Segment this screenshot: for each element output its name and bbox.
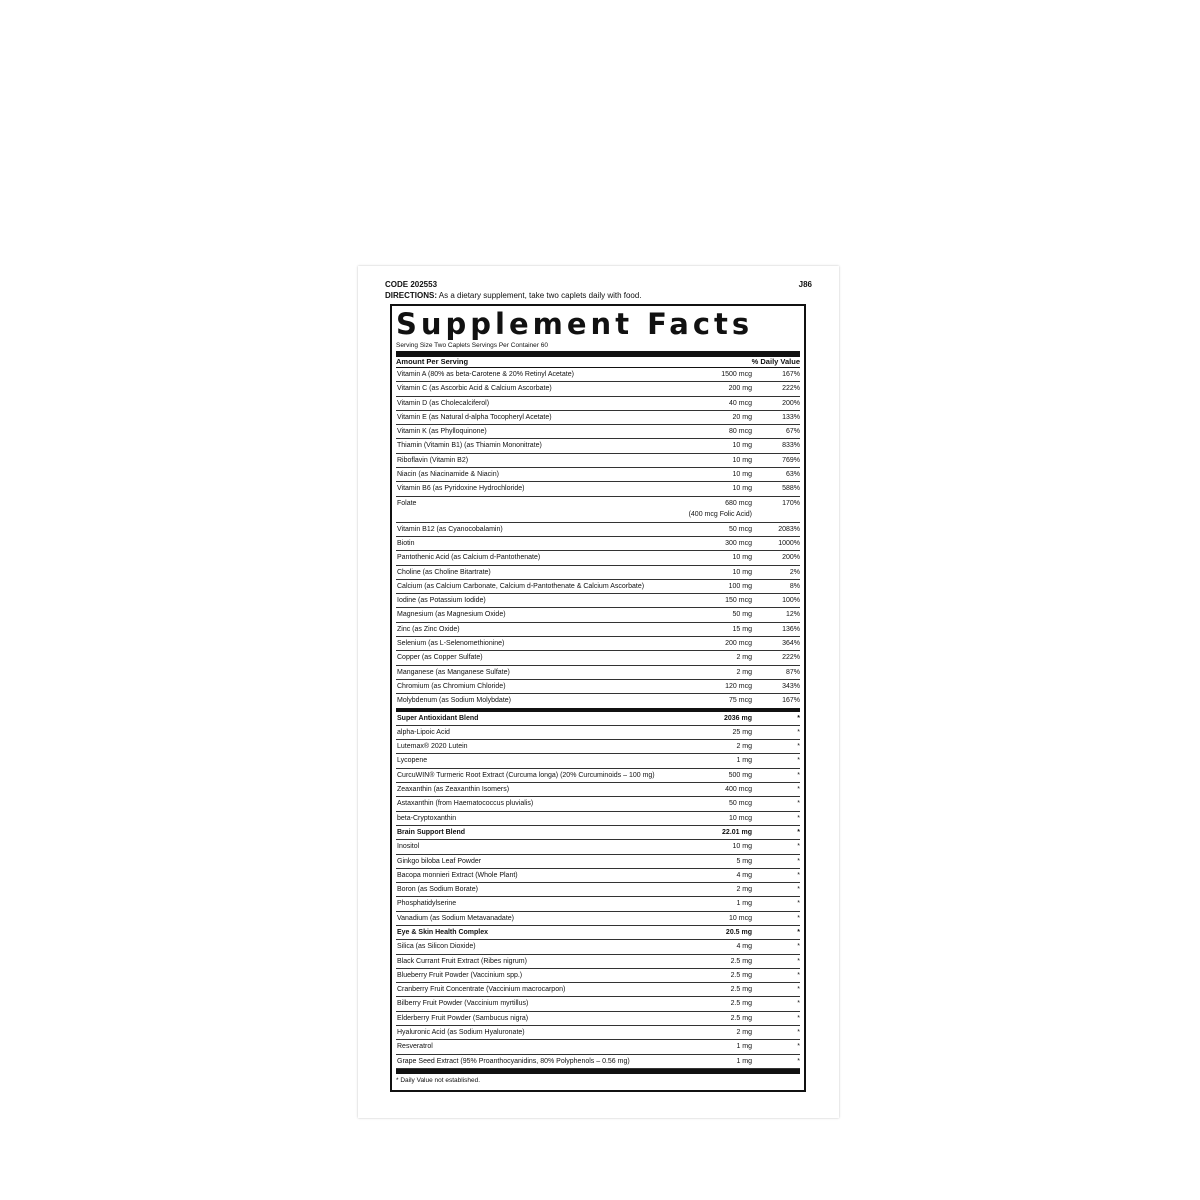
nutrient-daily-value: 364% [782,640,800,648]
nutrient-daily-value: 87% [785,668,800,676]
nutrient-daily-value: 1000% [778,539,800,547]
nutrient-amount: 2 mg [736,1029,752,1037]
table-row [396,983,800,997]
nutrient-daily-value: * [797,1057,800,1065]
table-row [396,969,800,983]
nutrient-daily-value: 833% [782,442,800,450]
nutrient-amount: 2.5 mg [730,971,752,979]
table-row [396,926,800,940]
nutrient-name: Super Antioxidant Blend [397,714,479,722]
nutrient-name: Bilberry Fruit Powder (Vaccinium myrtillus) [397,1000,529,1008]
table-row [396,740,800,754]
nutrient-name: Iodine (as Potassium Iodide) [397,597,486,605]
nutrient-amount: 10 mg [732,554,752,562]
nutrient-amount: 50 mcg [729,525,752,533]
column-headers [396,357,800,368]
nutrient-daily-value: * [797,1043,800,1051]
nutrient-name: Zinc (as Zinc Oxide) [397,625,460,633]
nutrient-amount: 1 mg [736,900,752,908]
directions-text: As a dietary supplement, take two caplets daily with food. [438,291,642,300]
nutrient-amount: 400 mcg [725,786,752,794]
nutrient-amount: 2.5 mg [730,1014,752,1022]
table-row [396,694,800,711]
table-row [396,855,800,869]
nutrient-amount: 10 mg [732,442,752,450]
nutrient-daily-value: * [797,871,800,879]
table-row [396,497,800,523]
nutrient-name: Ginkgo biloba Leaf Powder [397,857,482,865]
table-row [396,797,800,811]
table-row [396,1012,800,1026]
nutrient-name: Pantothenic Acid (as Calcium d-Pantothenate) [397,554,541,562]
nutrient-name: Black Currant Fruit Extract (Ribes nigrum) [397,957,527,965]
table-row [396,955,800,969]
nutrient-amount: 80 mcg [729,428,752,436]
nutrient-name: Lutemax® 2020 Lutein [397,743,468,751]
nutrient-daily-value: * [797,886,800,894]
nutrient-amount: 50 mg [732,611,752,619]
nutrient-daily-value: 170% [782,499,800,507]
facts-title: Supplement Facts [396,307,754,341]
nutrient-daily-value: * [797,800,800,808]
table-row [396,812,800,826]
nutrient-name: Blueberry Fruit Powder (Vaccinium spp.) [397,971,523,979]
nutrient-amount: 22.01 mg [722,828,752,836]
nutrient-amount: 120 mcg [725,682,752,690]
nutrient-name: Selenium (as L-Selenomethionine) [397,640,505,648]
nutrient-daily-value: * [797,928,800,936]
nutrient-daily-value: * [797,786,800,794]
blend-list [396,712,800,1069]
table-row [396,580,800,594]
nutrient-name: Magnesium (as Magnesium Oxide) [397,611,506,619]
nutrient-name: Chromium (as Chromium Chloride) [397,682,506,690]
nutrient-daily-value: 769% [782,456,800,464]
table-row [396,869,800,883]
nutrient-daily-value: * [797,900,800,908]
nutrient-daily-value: 2% [789,568,800,576]
amount-per-serving-header: Amount Per Serving [396,357,469,366]
nutrient-amount: 1500 mcg [721,371,752,378]
nutrient-amount: 10 mg [732,485,752,493]
nutrient-daily-value: * [797,986,800,994]
table-row [396,783,800,797]
table-row [396,425,800,439]
table-row [396,594,800,608]
nutrient-daily-value: * [797,714,800,722]
nutrient-amount: 10 mg [732,456,752,464]
nutrient-name: Boron (as Sodium Borate) [397,886,478,894]
nutrient-daily-value: 136% [782,625,800,633]
nutrient-amount: 2 mg [736,668,752,676]
nutrient-name: Zeaxanthin (as Zeaxanthin Isomers) [397,786,510,794]
table-row [396,454,800,468]
table-row [396,551,800,565]
nutrient-amount: 4 mg [736,943,752,951]
table-row [396,382,800,396]
nutrient-amount: 2.5 mg [730,1000,752,1008]
footnote: * Daily Value not established. [396,1076,481,1084]
daily-value-header: % Daily Value [751,357,800,366]
nutrient-daily-value: 8% [789,582,800,590]
table-row [396,651,800,665]
nutrient-amount: 10 mcg [729,814,752,822]
nutrient-daily-value: 588% [782,485,800,493]
nutrient-daily-value: * [797,814,800,822]
nutrient-amount: 50 mcg [729,800,752,808]
nutrient-amount: 75 mcg [729,697,752,705]
nutrient-name: Phosphatidylserine [397,900,457,908]
serving-info: Serving Size Two Caplets Servings Per Container 60 [396,341,800,357]
nutrient-name: Bacopa monnieri Extract (Whole Plant) [397,871,518,879]
nutrient-amount: 20 mg [732,413,752,421]
facts-panel [390,304,806,1092]
nutrient-daily-value: * [797,943,800,951]
nutrient-daily-value: * [797,771,800,779]
nutrient-daily-value: * [797,728,800,736]
nutrient-amount: 1 mg [736,1043,752,1051]
table-row [396,537,800,551]
nutrient-daily-value: * [797,914,800,922]
nutrient-daily-value: * [797,1000,800,1008]
nutrient-name: Copper (as Copper Sulfate) [397,654,483,662]
nutrient-daily-value: 200% [782,399,800,407]
nutrient-daily-value: * [797,1014,800,1022]
nutrient-name: CurcuWIN® Turmeric Root Extract (Curcuma longa) (20% Curcuminoids – 100 mg) [397,771,655,779]
table-row [396,566,800,580]
nutrient-daily-value: * [797,843,800,851]
nutrient-amount: 2.5 mg [730,986,752,994]
table-row [396,912,800,926]
nutrient-daily-value: 2083% [778,525,800,533]
nutrient-daily-value: 343% [782,682,800,690]
nutrient-name: Niacin (as Niacinamide & Niacin) [397,471,499,479]
nutrient-name: Vitamin B6 (as Pyridoxine Hydrochloride) [397,485,525,493]
nutrient-daily-value: * [797,957,800,965]
nutrient-daily-value: 67% [785,428,800,436]
label-header [385,280,812,290]
table-row [396,754,800,768]
nutrient-name: Vitamin K (as Phylloquinone) [397,428,487,436]
nutrient-daily-value: * [797,1029,800,1037]
nutrient-name: Grape Seed Extract (95% Proanthocyanidins, 80% Polyphenols – 0.56 mg) [397,1057,630,1065]
nutrient-amount: 100 mg [728,582,752,590]
nutrient-daily-value: * [797,857,800,865]
nutrient-name: Vitamin A (80% as beta-Carotene & 20% Retinyl Acetate) [397,371,574,378]
nutrient-daily-value: 222% [782,654,800,662]
table-row [396,608,800,622]
nutrient-daily-value: 200% [782,554,800,562]
table-row [396,411,800,425]
nutrient-amount: 25 mg [732,728,752,736]
nutrient-name: Elderberry Fruit Powder (Sambucus nigra) [397,1014,529,1022]
nutrient-amount: 10 mg [732,843,752,851]
nutrient-name: Astaxanthin (from Haematococcus pluvialis) [397,800,534,808]
table-row [396,482,800,496]
nutrient-daily-value: 167% [782,697,800,705]
nutrient-amount: 2 mg [736,743,752,751]
table-row [396,637,800,651]
supplement-label [358,266,839,1118]
nutrient-amount: 2.5 mg [730,957,752,965]
nutrient-name: Eye & Skin Health Complex [397,928,489,936]
nutrient-amount: 40 mcg [729,399,752,407]
directions-label: DIRECTIONS: [385,291,437,300]
nutrient-name: Riboflavin (Vitamin B2) [397,456,469,464]
nutrient-amount: 4 mg [736,871,752,879]
nutrient-amount [682,498,756,520]
table-row [396,468,800,482]
table-row [396,826,800,840]
nutrient-name: Molybdenum (as Sodium Molybdate) [397,697,511,705]
table-row [396,883,800,897]
nutrient-amount: 15 mg [732,625,752,633]
table-row [396,439,800,453]
right-code: J86 [798,280,812,289]
nutrient-name: Resveratrol [397,1043,433,1051]
table-row [396,397,800,411]
product-code: CODE 202553 [385,280,438,289]
nutrient-daily-value: 100% [782,597,800,605]
table-row [396,840,800,854]
nutrient-daily-value: * [797,743,800,751]
nutrient-name: Manganese (as Manganese Sulfate) [397,668,510,676]
table-row [396,712,800,726]
nutrient-daily-value: 63% [785,471,800,479]
nutrient-amount-primary: 680 mcg [725,499,752,507]
table-row [396,1026,800,1040]
table-row [396,523,800,537]
nutrient-amount: 10 mcg [729,914,752,922]
nutrient-amount: 2 mg [736,654,752,662]
nutrient-name: Brain Support Blend [397,828,466,836]
table-row [396,897,800,911]
table-row [396,769,800,783]
nutrient-amount: 150 mcg [725,597,752,605]
nutrient-name: alpha-Lipoic Acid [397,728,450,736]
table-row [396,1040,800,1054]
nutrient-amount: 300 mcg [725,539,752,547]
nutrient-amount: 10 mg [732,568,752,576]
table-row [396,997,800,1011]
nutrient-name: Thiamin (Vitamin B1) (as Thiamin Mononitrate) [397,442,542,450]
nutrient-name: Choline (as Choline Bitartrate) [397,568,491,576]
nutrient-daily-value: * [797,971,800,979]
table-row [396,726,800,740]
nutrient-amount: 2036 mg [723,714,752,722]
nutrient-name: Biotin [397,539,415,547]
nutrient-daily-value: * [797,757,800,765]
nutrient-name: Hyaluronic Acid (as Sodium Hyaluronate) [397,1029,525,1037]
nutrient-amount: 20.5 mg [725,928,752,936]
nutrient-amount: 1 mg [736,757,752,765]
nutrient-amount: 2 mg [736,886,752,894]
nutrient-name: Vitamin C (as Ascorbic Acid & Calcium Ascorbate) [397,385,552,393]
nutrient-amount: 10 mg [732,471,752,479]
nutrient-name: Vitamin B12 (as Cyanocobalamin) [397,525,503,533]
nutrient-daily-value: * [797,828,800,836]
nutrient-name: Cranberry Fruit Concentrate (Vaccinium macrocarpon) [397,986,566,994]
nutrient-daily-value: 167% [782,371,800,378]
nutrient-name: Vitamin D (as Cholecalciferol) [397,399,490,407]
nutrient-name: Lycopene [397,757,428,765]
nutrient-amount-secondary: (400 mcg Folic Acid) [688,510,752,518]
nutrient-amount: 500 mg [728,771,752,779]
nutrient-name: Silica (as Silicon Dioxide) [397,943,476,951]
vitamin-list [396,368,800,712]
table-row [396,1055,800,1069]
nutrient-name: Folate [397,499,417,507]
nutrient-daily-value: 133% [782,413,800,421]
nutrient-name: Vitamin E (as Natural d-alpha Tocopheryl Acetate) [397,413,552,421]
nutrient-daily-value: 222% [782,385,800,393]
nutrient-name: beta-Cryptoxanthin [397,814,457,822]
nutrient-amount: 200 mcg [725,640,752,648]
nutrient-name: Calcium (as Calcium Carbonate, Calcium d-Pantothenate & Calcium Ascorbate) [397,582,645,590]
table-row [396,623,800,637]
nutrient-amount: 200 mg [728,385,752,393]
directions [385,291,812,301]
nutrient-amount: 1 mg [736,1057,752,1065]
table-row [396,368,800,382]
nutrient-name: Inositol [397,843,420,851]
nutrient-amount: 5 mg [736,857,752,865]
table-row [396,940,800,954]
nutrient-name: Vanadium (as Sodium Metavanadate) [397,914,514,922]
table-row [396,680,800,694]
nutrient-daily-value: 12% [785,611,800,619]
table-row [396,666,800,680]
